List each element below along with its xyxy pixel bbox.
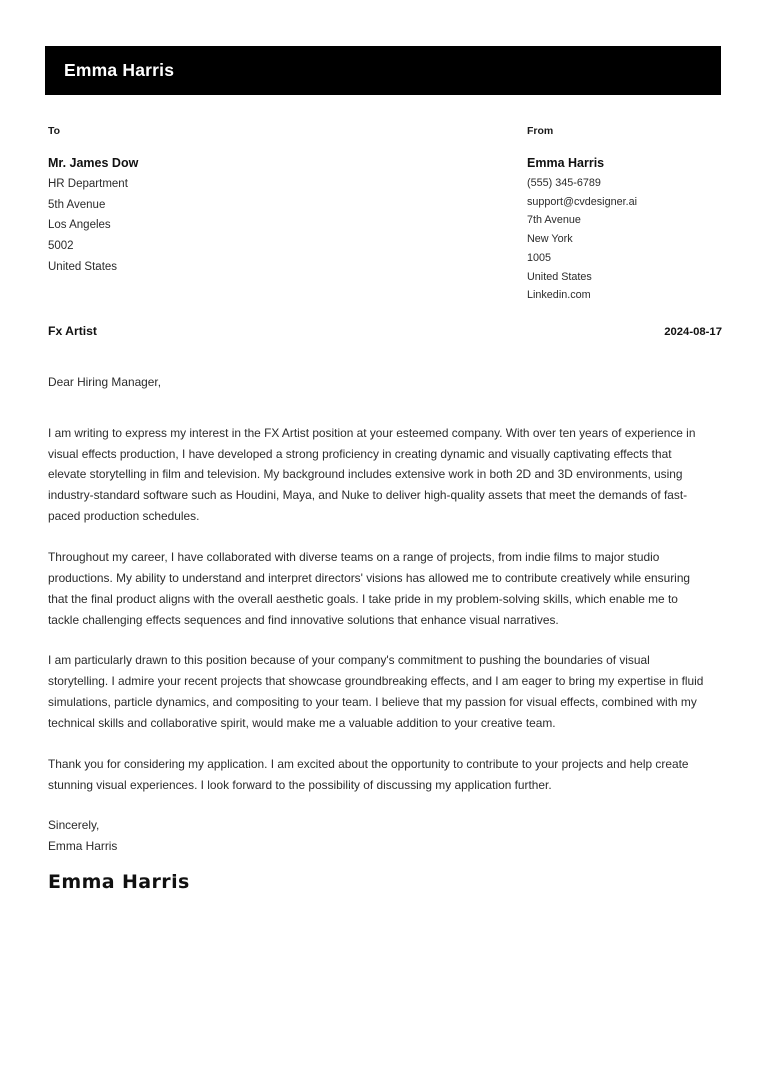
letter-paragraph: Thank you for considering my application. I am excited about the opportunity to contribute to your projects and help create stunning visual experiences. I look forward to the possibility of discussing my application further. bbox=[48, 756, 689, 792]
letter-paragraph: I am particularly drawn to this position because of your company's commitment to pushing the boundaries of visual storytelling. I admire your recent projects that showcase groundbreaking effects, and I am eager to bring my expertise in fluid simulations, particle dynamics, and compositing to your team. I believe that my passion for visual effects, combined with my technical skills and collaborative spirit, would make me a valuable addition to your creative team. bbox=[48, 653, 704, 730]
letter-body bbox=[48, 372, 708, 893]
letter-date: 2024-08-17 bbox=[664, 326, 722, 338]
sender-name: Emma Harris bbox=[527, 156, 605, 170]
closing-word: Sincerely, bbox=[48, 818, 100, 833]
recipient-column bbox=[48, 124, 468, 278]
sender-column bbox=[527, 124, 727, 305]
letter-paragraph: I am writing to express my interest in the FX Artist position at your esteemed company. With over ten years of experience in visual effects production, I have developed a strong proficiency in creating dynamic and visually captivating effects that elevate storytelling in film and television. My background includes extensive work in both 2D and 3D environments, using industry-standard software such as Houdini, Maya, and Nuke to deliver high-quality assets that meet the demands of fast-paced production schedules. bbox=[48, 425, 696, 524]
salutation: Dear Hiring Manager, bbox=[48, 375, 162, 389]
recipient-line: 5th Avenue bbox=[48, 198, 106, 211]
sender-line: United States bbox=[527, 270, 592, 283]
sender-line: New York bbox=[527, 233, 573, 246]
recipient-line: Los Angeles bbox=[48, 219, 111, 232]
sender-phone: (555) 345-6789 bbox=[527, 177, 601, 189]
recipient-line: 5002 bbox=[48, 240, 74, 253]
letter-paragraph: Throughout my career, I have collaborated with diverse teams on a range of projects, from indie films to major studio productions. My ability to understand and interpret directors' visions has allowed me to contribute creatively while ensuring that the final product aligns with the overall aesthetic goals. I take pride in my problem-solving skills, which enable me to tackle challenging effects sequences and find innovative solutions that enhance visual narratives. bbox=[48, 550, 691, 627]
sender-website: Linkedin.com bbox=[527, 289, 591, 302]
signature: Emma Harris bbox=[48, 871, 190, 894]
sender-line: 7th Avenue bbox=[527, 214, 581, 227]
recipient-line: United States bbox=[48, 260, 118, 273]
applicant-name-header: Emma Harris bbox=[64, 60, 175, 80]
recipient-name: Mr. James Dow bbox=[48, 156, 139, 170]
subject-row bbox=[48, 324, 722, 338]
recipient-label: To bbox=[48, 125, 61, 137]
sender-label: From bbox=[527, 125, 554, 137]
sender-line: 1005 bbox=[527, 251, 552, 264]
sender-email: support@cvdesigner.ai bbox=[527, 195, 637, 208]
header-bar bbox=[45, 46, 721, 95]
closing-name: Emma Harris bbox=[48, 839, 118, 854]
job-title: Fx Artist bbox=[48, 324, 97, 338]
recipient-line: HR Department bbox=[48, 178, 128, 190]
closing-block bbox=[48, 815, 708, 857]
